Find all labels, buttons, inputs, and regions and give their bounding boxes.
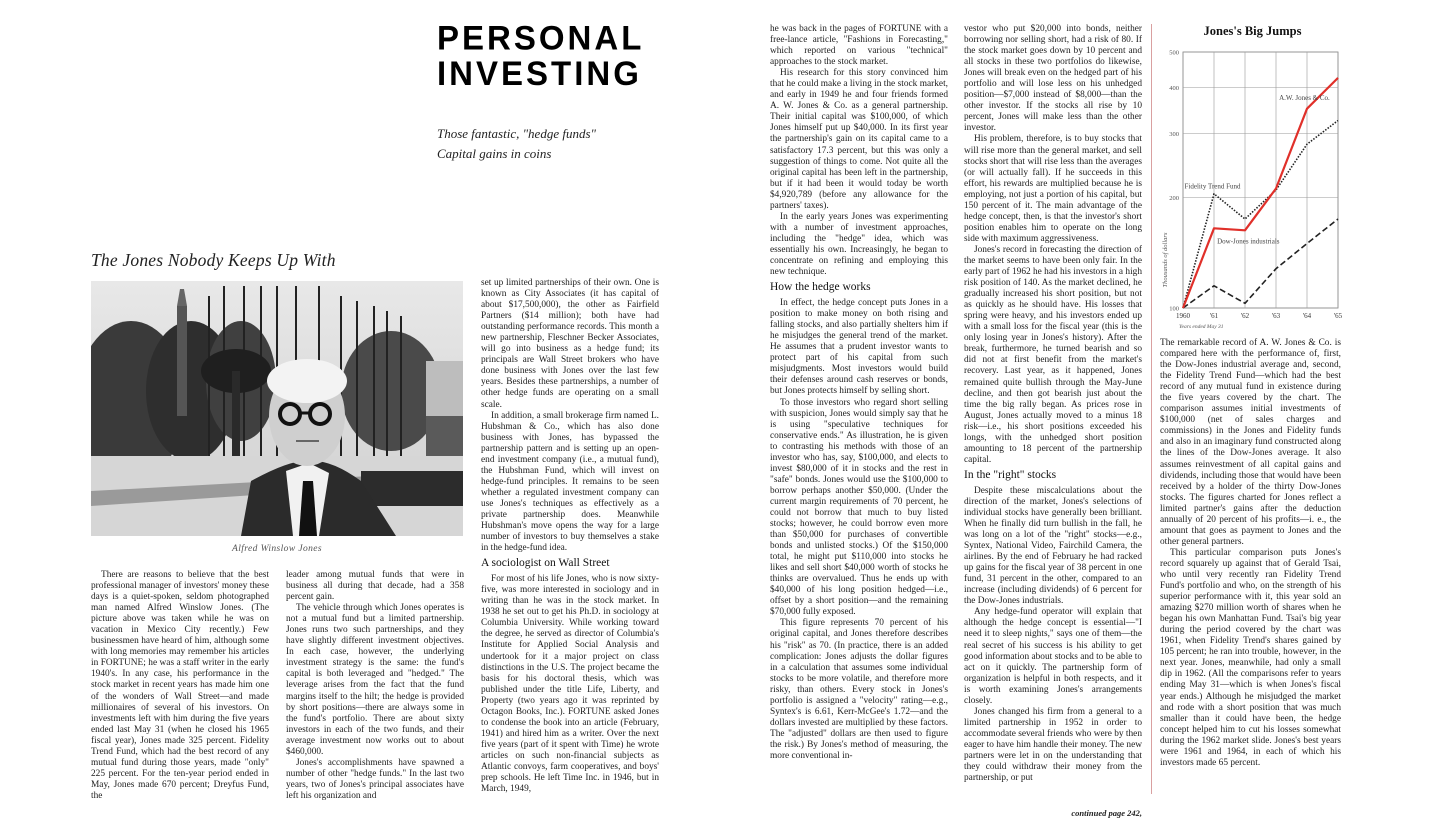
paragraph: leader among mutual funds that were in business all during that decade, had a 358 percent gain.	[286, 570, 464, 603]
kicker-line-1: PERSONAL	[437, 17, 645, 57]
paragraph: In addition, a small brokerage firm named L. Hubshman & Co., which has also done business with Jones, has bypassed the partnership pattern and is setting up an open-end investment company (i.e., a mutual fund), the Hubshman Fund, which will invest on hedge-fund principles. It remains to be seen whether a regulated investment company can use Jones's techniques as effectively as a private partnership does. Meanwhile Hubshman's move opens the way for a large number of investors to buy themselves a stake in the hedge-fund idea.	[481, 410, 659, 554]
paragraph: His problem, therefore, is to buy stocks that will rise more than the general market, and sell stocks short that will rise less than the averages (or will actually fall). If he succeeds in this effort, his rewards are multiplied because he is employing, not just a portion of his capital, but 150 percent of it. The main advantage of the hedge concept, then, is that the investor's short position enables him to operate on the long side with maximum aggressiveness.	[964, 134, 1142, 244]
column-5	[964, 24, 1142, 784]
paragraph: In effect, the hedge concept puts Jones in a position to make money on both rising and falling stocks, and also partially shelters him if he misjudges the general trend of the market. He assumes that a prudent investor wants to protect part of his capital from such misjudgments. Most investors would build their defenses around cash reserves or bonds, but Jones protects himself by selling short.	[770, 298, 948, 397]
chart-title: Jones's Big Jumps	[1203, 24, 1302, 38]
column-divider	[1151, 24, 1152, 794]
deck	[437, 124, 596, 164]
portrait-photo	[91, 281, 463, 536]
x-tick-label: 1960	[1176, 312, 1190, 320]
subhead-how-hedge-works: How the hedge works	[770, 281, 871, 294]
section-kicker	[437, 17, 645, 93]
paragraph: he was back in the pages of FORTUNE with a free-lance article, "Fashions in Forecasting," which reported on various "technical" approaches to the stock market.	[770, 24, 948, 68]
paragraph: The vehicle through which Jones operates is not a mutual fund but a limited partnership. Jones runs two such partnerships, and they have slightly different investment objectives. In each case, however, the underlying investment strategy is the same: the fund's capital is both leveraged and "hedged." The leverage arises from the fact that the fund margins itself to the hilt; the hedge is provided by short positions—there are always some in the fund's portfolio. There are about sixty investors in each of the two funds, and their average investment now works out to about $460,000.	[286, 603, 464, 757]
paragraph: Jones changed his firm from a general to a limited partnership in 1952 in order to accommodate several friends who were by then eager to have him handle their money. The new partners were let in on the understanding that they could withdraw their money from the partnership, or put	[964, 706, 1142, 784]
series-annotation: Dow-Jones industrials	[1217, 237, 1280, 246]
subhead-right-stocks: In the "right" stocks	[964, 468, 1057, 481]
x-tick-label: '64	[1302, 312, 1312, 320]
paragraph: Jones's accomplishments have spawned a number of other "hedge funds." In the last two years, two of Jones's principal associates have left his organization and	[286, 757, 464, 801]
y-tick-label: 400	[1169, 84, 1179, 92]
paragraph: There are reasons to believe that the best professional manager of investors' money these days is a quiet-spoken, seldom photographed man named Alfred Winslow Jones. (The picture above was taken while he was on vacation in Mexico City recently.) Few businessmen have heard of him, although some with long memories may remember his articles in FORTUNE; he was a staff writer in the early 1940's. In any case, his performance in the stock market in recent years has made him one of the wonders of Wall Street—and made millionaires of several of his investors. On investments left with him during the five years ended last May 31 (when he closed his 1965 fiscal year), Jones made 325 percent. Fidelity Trend Fund, which had the best record of any mutual fund during those years, made "only" 225 percent. For the ten-year period ended in May, Jones made 670 percent; Dreyfus Fund, the	[91, 570, 269, 801]
column-3	[481, 278, 659, 795]
x-axis-label: Years ended May 31	[1179, 324, 1224, 330]
x-tick-label: '62	[1240, 312, 1250, 320]
plot-area	[1183, 52, 1338, 308]
paragraph: Despite these miscalculations about the direction of the market, Jones's selections of individual stocks have generally been brilliant. When he finally did turn bullish in the fall, he was long on a lot of the "right" stocks—e.g., Syntex, National Video, Fairchild Camera, the airlines. By the end of February he had racked up gains for the fiscal year of 38 percent in one fund, 31 percent in the other, compared to an increase (including dividends) of 6 percent for the Dow-Jones industrials.	[964, 485, 1142, 607]
column-6	[1160, 338, 1341, 769]
paragraph: The remarkable record of A. W. Jones & Co. is compared here with the performance of, first, the Dow-Jones industrial average and, second, the Fidelity Trend Fund—which had the best record of any mutual fund in existence during the five years covered by the chart. The comparison assumes initial investments of $100,000 (net of sales charges and commissions) in the Jones and Fidelity funds and also in an imaginary fund constructed along the lines of the Dow-Jones average. It also assumes reinvestment of all capital gains and dividends, including those that would have been received by a holder of the thirty Dow-Jones stocks. The figures charted for Jones reflect a limited partner's gains after the deduction annually of 20 percent of his profits—i. e., the amount that goes as payment to Jones and the other general partners.	[1160, 338, 1341, 547]
series-annotation: A.W. Jones & Co.	[1279, 93, 1330, 102]
article-headline: The Jones Nobody Keeps Up With	[91, 250, 336, 270]
column-1	[91, 570, 269, 802]
paragraph: Jones's record in forecasting the direction of the market seems to have been only fair. In the early part of 1962 he had his investors in a high risk position of 140. As the market declined, he gradually increased his short position, but not as quickly as he should have. His losses that spring were heavy, and his investors ended up with a small loss for the fiscal year (this is the only losing year in Jones's history). After the break, furthermore, he turned bearish and so did not at first benefit from the market's recovery. Last year, as it happened, Jones remained quite bullish through the May-June decline, and then got bearish just about the time the big rally began. As prices rose in August, Jones actually moved to a minus 18 risk—i.e., his short positions exceeded his longs, with the unhedged short position amounting to 18 percent of the partnership capital.	[964, 244, 1143, 465]
portrait-photo-image	[91, 281, 463, 536]
continued-note: continued page 242,	[1071, 808, 1142, 818]
subhead-sociologist: A sociologist on Wall Street	[481, 557, 610, 570]
x-tick-label: '61	[1209, 312, 1219, 320]
paragraph: For most of his life Jones, who is now sixty-five, was more interested in sociology and in writing than he was in the stock market. In 1938 he set out to get his Ph.D. in sociology at Columbia University. While working toward the degree, he served as director of Columbia's Institute for Applied Social Analysis and undertook for it a major project on class distinctions in the U.S. The project became the basis for his doctoral thesis, which was published under the title Life, Liberty, and Property (two years ago it was reprinted by Octagon Books, Inc.). FORTUNE asked Jones to condense the book into an article (February, 1941) and hired him as a writer. Over the next five years (part of it spent with Time) he wrote articles on such non-financial subjects as Atlantic convoys, farm cooperatives, and boys' prep schools. He left Time Inc. in 1946, but in March, 1949,	[481, 574, 659, 795]
paragraph: This figure represents 70 percent of his original capital, and Jones therefore describes his "risk" as 70. (In practice, there is an added complication: Jones adjusts the dollar figures in a calculation that assumes some individual stocks to be more volatile, and therefore more risky, than others. Every stock in Jones's portfolio is assigned a "velocity" rating—e.g., Syntex's is 6.61, Kerr-McGee's 1.72—and the dollars invested are multiplied by these factors. The "adjusted" dollars are then used to figure the risk.) By Jones's method of measuring, the more conventional in-	[770, 618, 948, 761]
y-tick-label: 300	[1169, 130, 1179, 138]
kicker-line-2: INVESTING	[437, 53, 642, 93]
y-tick-label: 500	[1169, 49, 1179, 57]
paragraph: To those investors who regard short selling with suspicion, Jones would simply say that he is using "speculative techniques for conservative ends." As illustration, he is given to contrasting his methods with those of an investor who has, say, $100,000, and elects to invest $80,000 of it in stocks and the rest in "safe" bonds. Jones would use the $100,000 to borrow perhaps another $50,000. (Under the current margin requirements of 70 percent, he could not borrow that much to buy listed stocks; however, he could borrow even more than $50,000 for purchases of convertible bonds and unlisted stocks.) Of the $150,000 total, he might put $110,000 into stocks he likes and sell short $40,000 worth of stocks he thinks are overvalued. Thus he ends up with $40,000 of his long position hedged—i.e., offset by a short position—and the remaining $70,000 fully exposed.	[770, 397, 948, 618]
paragraph: This particular comparison puts Jones's record squarely up against that of Gerald Tsai, who until very recently ran Fidelity Trend Fund's portfolio and who, on the strength of his superior performance with it, this year sold an amazing $270 million worth of shares when he began his own Manhattan Fund. Tsai's big year during the period covered by the chart was 1961, when Fidelity Trend's shares gained by 105 percent; he ran into trouble, however, in the next year. Jones, meanwhile, had only a small dip in 1962. (All the comparisons refer to years ending May 31—which is when Jones's fiscal year ends.) Although he misjudged the market and rode with a short position that was much smaller than it could have been, the hedge concept helped him to cut his losses somewhat during the 1962 market slide. Jones's best years were 1961 and 1964, in each of which his investors made 65 percent.	[1160, 547, 1341, 768]
photo-caption: Alfred Winslow Jones	[232, 544, 322, 554]
column-2	[286, 570, 464, 802]
performance-chart	[1155, 40, 1350, 330]
y-tick-label: 100	[1169, 305, 1179, 313]
paragraph: set up limited partnerships of their own. One is known as City Associates (it has capital of about $17,500,000), the other as Fairfield Partners ($14 million); both have had outstanding performance records. This month a new partnership, Fleschner Becker Associates, will go into business as a hedge fund; its principals are Wall Street brokers who have done business with Jones over the last few years. Besides these partnerships, a number of other hedge funds are operating on a small scale.	[481, 278, 659, 410]
paragraph: His research for this story convinced him that he could make a living in the stock market, and early in 1949 he and four friends formed A. W. Jones & Co. as a general partnership. Their initial capital was $100,000, of which Jones himself put up $40,000. In its first year the partnership's gain on its capital came to a satisfactory 17.3 percent, but this was only a suggestion of things to come. Not quite all the original capital has been left in the partnership, but if it had been it would today be worth $4,920,789 (before any allowance for the partners' taxes).	[770, 68, 948, 211]
series-annotation: Fidelity Trend Fund	[1184, 182, 1241, 191]
y-tick-label: 200	[1169, 195, 1179, 203]
paragraph: In the early years Jones was experimenting with a number of investment approaches, including the "hedge" idea, which was essentially his own. Increasingly, he began to concentrate on refining and employing this new technique.	[770, 211, 948, 278]
paragraph: Any hedge-fund operator will explain that although the hedge concept is essential—"I need it to sleep nights," says one of them—the real secret of his success is his ability to get good information about stocks and to be able to act on it quickly. The partnership form of organization is helpful in both respects, and it is worth examining Jones's arrangements closely.	[964, 607, 1143, 706]
column-4	[770, 24, 948, 762]
y-axis-label: Thousands of dollars	[1162, 232, 1169, 288]
paragraph: vestor who put $20,000 into bonds, neither borrowing nor selling short, had a risk of 80. If the stock market goes down by 10 percent and all stocks in these two portfolios do likewise, Jones will break even on the hedged part of his portfolio and will lose less on his unhedged position—$7,000 instead of $8,000—than the other investor. If the stocks all rise by 10 percent, Jones will make less than the other investor.	[964, 24, 1142, 134]
x-tick-label: '65	[1333, 312, 1343, 320]
x-tick-label: '63	[1271, 312, 1281, 320]
deck-line-2: Capital gains in coins	[437, 146, 552, 161]
deck-line-1: Those fantastic, "hedge funds"	[437, 126, 596, 141]
